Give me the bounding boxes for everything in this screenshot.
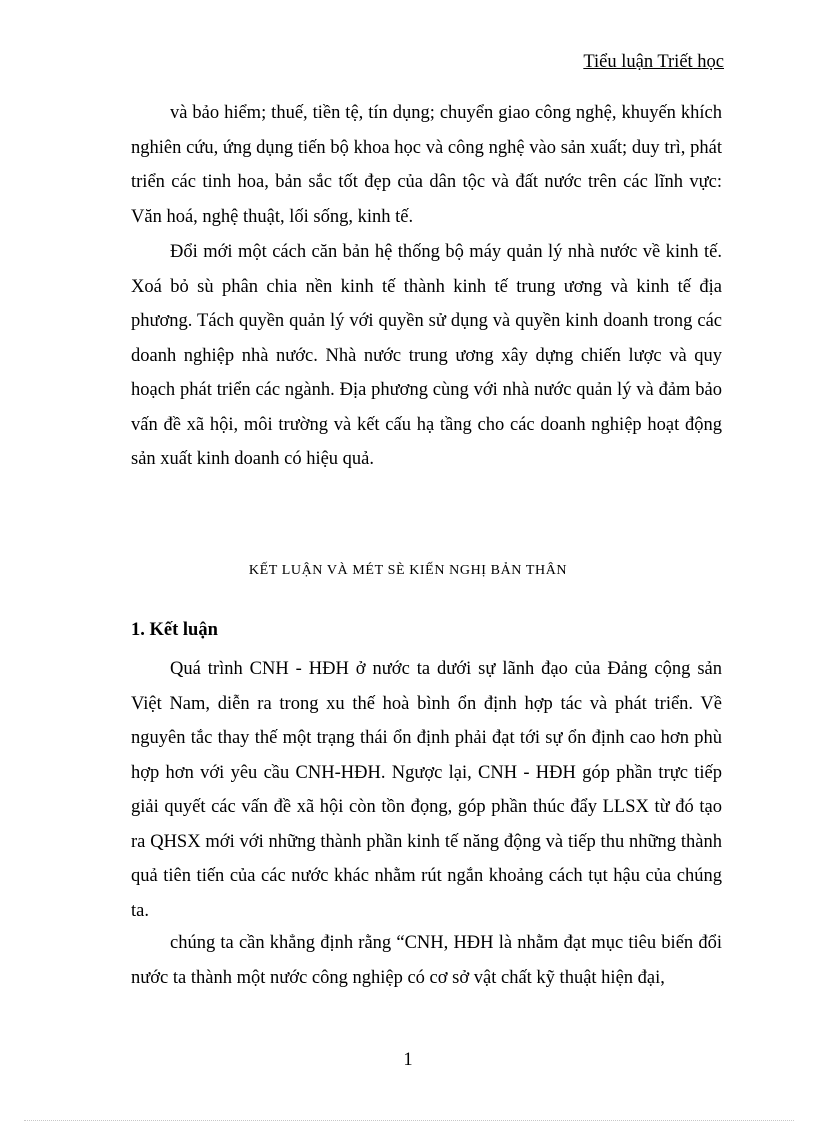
paragraph-continuation: và bảo hiểm; thuế, tiền tệ, tín dụng; chuyển giao công nghệ, khuyến khích nghiên cứu, ứng dụng tiến bộ khoa học và công nghệ vào sản xuất; duy trì, phát triển các tinh hoa, bản sắc tốt đẹp của dân tộc và đất nước trên các lĩnh vực: Văn hoá, nghệ thuật, lối sống, kinh tế. [131,103,722,227]
page-number: 1 [403,1050,413,1070]
paragraph-conclusion: Quá trình CNH - HĐH ở nước ta dưới sự lãnh đạo của Đảng cộng sản Việt Nam, diễn ra trong xu thế hoà bình ổn định hợp tác và phát triển. Về nguyên tắc thay thế một trạng thái ổn định phải đạt tới sự ổn định cao hơn phù hợp hơn với yêu cầu CNH-HĐH. Ngược lại, CNH - HĐH góp phần trực tiếp giải quyết các vấn đề xã hội còn tồn đọng, góp phần thúc đẩy LLSX từ đó tạo ra QHSX mới với những thành phần kinh tế năng động và tiếp thu những thành quả tiên tiến của các nước khác nhằm rút ngắn khoảng cách tụt hậu của chúng ta. [131,659,722,921]
page-bottom-divider [24,1120,794,1121]
section-title: KẾT LUẬN VÀ MÉT SÈ KIẾN NGHỊ BẢN THÂN [248,563,568,578]
paragraph-state-reform: Đổi mới một cách căn bản hệ thống bộ máy quản lý nhà nước về kinh tế. Xoá bỏ sù phân chia nền kinh tế thành kinh tế trung ương và kinh tế địa phương. Tách quyền quản lý với quyền sử dụng và quyền kinh doanh trong các doanh nghiệp nhà nước. Nhà nước trung ương xây dựng chiến lược và quy hoạch phát triển các ngành. Địa phương cùng với nhà nước quản lý và đảm bảo vấn đề xã hội, môi trường và kết cấu hạ tầng cho các doanh nghiệp hoạt động sản xuất kinh doanh có hiệu quả. [131,242,722,469]
paragraph-affirmation: chúng ta cần khẳng định rằng “CNH, HĐH là nhằm đạt mục tiêu biến đổi nước ta thành một nước công nghiệp có cơ sở vật chất kỹ thuật hiện đại, [131,933,722,988]
heading-conclusion: 1. Kết luận [131,620,218,640]
page-header-title: Tiểu luận Triết học [583,52,724,72]
